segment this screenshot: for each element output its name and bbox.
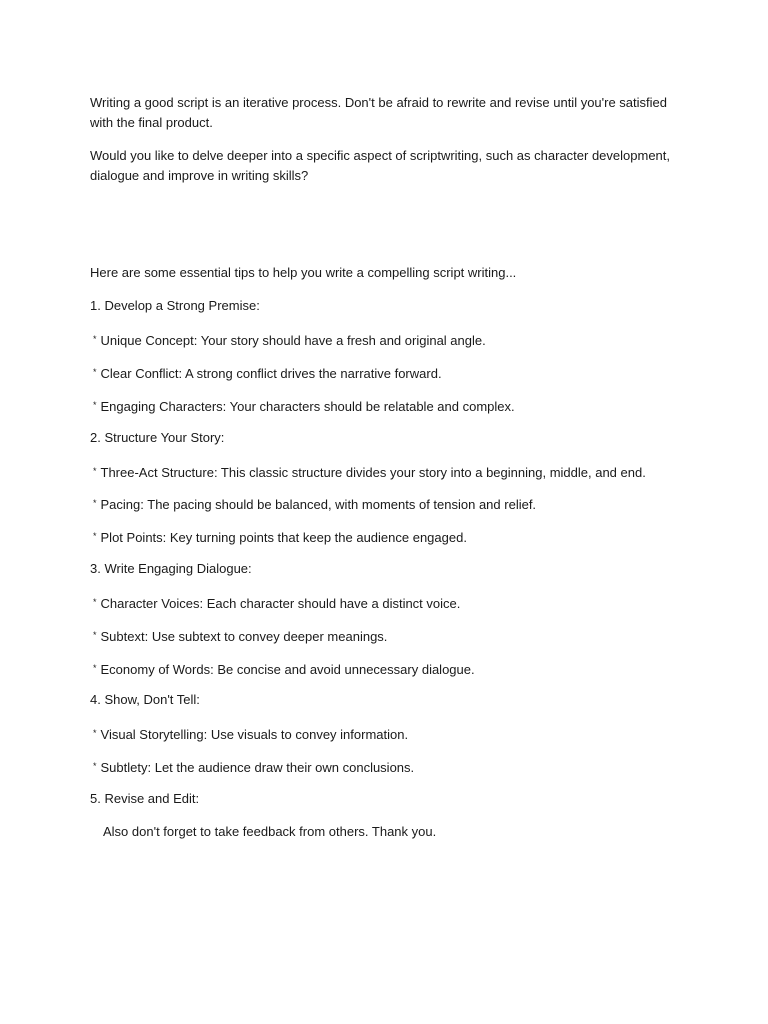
list-item-text: Three-Act Structure: This classic structure divides your story into a beginning, middle, and end.: [100, 465, 646, 480]
list-item-text: Character Voices: Each character should have a distinct voice.: [100, 596, 461, 611]
list-item-text: Economy of Words: Be concise and avoid unnecessary dialogue.: [100, 662, 475, 677]
closing-note: Also don't forget to take feedback from others. Thank you.: [103, 824, 437, 839]
list-item: [93, 494, 536, 514]
list-item: [93, 593, 460, 613]
section-heading-3: 3. Write Engaging Dialogue:: [90, 561, 252, 576]
list-item-text: Pacing: The pacing should be balanced, with moments of tension and relief.: [100, 497, 537, 512]
list-item: [93, 724, 408, 744]
list-item-text: Visual Storytelling: Use visuals to convey information.: [100, 727, 409, 742]
list-item: [93, 659, 475, 679]
list-item: [93, 757, 414, 777]
intro-paragraph-1: Writing a good script is an iterative process. Don't be afraid to rewrite and revise until you're satisfied with the final product.: [90, 95, 667, 130]
list-item-text: Subtlety: Let the audience draw their own conclusions.: [100, 760, 415, 775]
list-item: [93, 626, 387, 646]
list-item-text: Unique Concept: Your story should have a fresh and original angle.: [100, 333, 486, 348]
bullet-icon: *: [93, 531, 97, 541]
bullet-icon: *: [93, 466, 97, 476]
list-item-text: Plot Points: Key turning points that keep the audience engaged.: [100, 530, 467, 545]
list-item: [93, 527, 467, 547]
intro-paragraph-2: Would you like to delve deeper into a specific aspect of scriptwriting, such as character development, dialogue and improve in writing skills?: [90, 148, 671, 183]
section-heading-4: 4. Show, Don't Tell:: [90, 692, 200, 707]
bullet-icon: *: [93, 498, 97, 508]
bullet-icon: *: [93, 597, 97, 607]
list-item: [93, 330, 486, 350]
section-heading-5: 5. Revise and Edit:: [90, 791, 200, 806]
bullet-icon: *: [93, 630, 97, 640]
bullet-icon: *: [93, 334, 97, 344]
bullet-icon: *: [93, 728, 97, 738]
section-heading-2: 2. Structure Your Story:: [90, 430, 225, 445]
list-item: [93, 363, 442, 383]
tips-lead: Here are some essential tips to help you write a compelling script writing...: [90, 265, 517, 280]
list-item: [93, 396, 515, 416]
list-item-text: Engaging Characters: Your characters should be relatable and complex.: [100, 399, 515, 414]
list-item: [93, 462, 646, 482]
list-item-text: Subtext: Use subtext to convey deeper meanings.: [100, 629, 388, 644]
bullet-icon: *: [93, 761, 97, 771]
bullet-icon: *: [93, 367, 97, 377]
bullet-icon: *: [93, 663, 97, 673]
section-heading-1: 1. Develop a Strong Premise:: [90, 298, 260, 313]
list-item-text: Clear Conflict: A strong conflict drives the narrative forward.: [100, 366, 442, 381]
bullet-icon: *: [93, 400, 97, 410]
